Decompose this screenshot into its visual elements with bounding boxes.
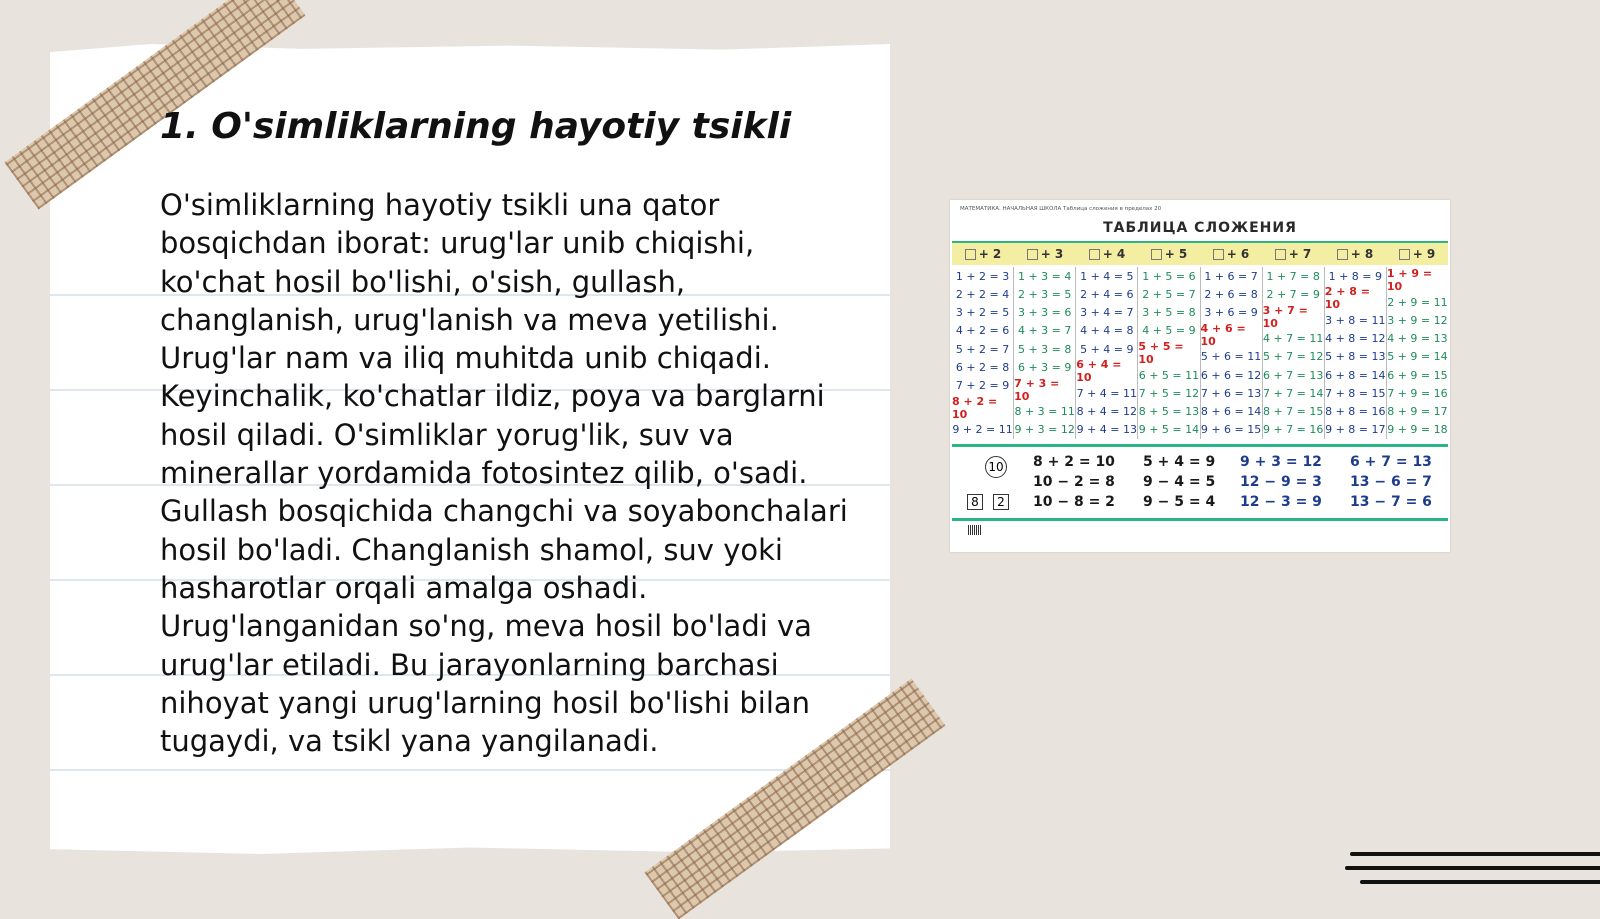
equation-cell: 3 + 7 = 10 [1262, 303, 1308, 330]
poster-header-cell [1076, 243, 1138, 265]
poster-title: ТАБЛИЦА СЛОЖЕНИЯ [1103, 220, 1297, 236]
poster-column [1013, 267, 1075, 439]
equation-cell: 7 + 9 = 16 [1387, 386, 1448, 400]
equation-cell: 9 + 6 = 15 [1200, 423, 1262, 437]
equation-cell: 6 + 5 = 11 [1138, 368, 1200, 382]
equation-cell: 5 + 4 = 9 [1080, 342, 1134, 356]
poster-header-label: + 4 [1102, 247, 1126, 261]
equation-cell: 8 + 3 = 11 [1014, 405, 1075, 419]
equation-cell: 4 + 5 = 9 [1142, 324, 1196, 338]
equation-cell: 2 + 4 = 6 [1080, 287, 1134, 301]
equation-cell: 9 + 8 = 17 [1325, 423, 1386, 437]
poster-column [952, 267, 1013, 439]
equation-cell: 4 + 7 = 11 [1262, 332, 1324, 346]
poster-column [1386, 267, 1448, 439]
equation-cell: 5 + 6 = 11 [1200, 350, 1262, 364]
poster-header-cell [1324, 243, 1386, 265]
equation-cell: 8 + 4 = 12 [1076, 405, 1138, 419]
poster-column [1262, 267, 1324, 439]
blank-box-icon [1213, 249, 1224, 260]
example-equations: 8 + 2 = 10 10 − 2 = 8 10 − 8 = 2 [1033, 454, 1115, 510]
equation-cell: 7 + 2 = 9 [955, 379, 1010, 393]
equation-cell: 9 + 5 = 14 [1138, 423, 1200, 437]
poster-column [1075, 267, 1137, 439]
poster-header-label: + 8 [1350, 247, 1374, 261]
equation-cell: 6 + 9 = 15 [1387, 368, 1448, 382]
equation-cell: 7 + 5 = 12 [1138, 386, 1200, 400]
scribble-line [1350, 852, 1600, 856]
equation-cell: 4 + 6 = 10 [1200, 321, 1246, 348]
equation-cell: 7 + 8 = 15 [1325, 386, 1386, 400]
poster-header-cell [1014, 243, 1076, 265]
equation-cell: 2 + 6 = 8 [1204, 287, 1258, 301]
equation-cell: 6 + 7 = 13 [1262, 368, 1324, 382]
equation-cell: 3 + 6 = 9 [1204, 306, 1258, 320]
equation-cell: 3 + 4 = 7 [1080, 306, 1134, 320]
equation-cell: 7 + 7 = 14 [1262, 386, 1324, 400]
poster-header-label: + 5 [1164, 247, 1188, 261]
example-equations: 6 + 7 = 13 13 − 6 = 7 13 − 7 = 6 [1350, 454, 1432, 510]
equation-cell: 3 + 5 = 8 [1142, 306, 1196, 320]
poster-column [1200, 267, 1262, 439]
poster-header-row [952, 243, 1448, 265]
slide-title: 1. O'simliklarning hayotiy tsikli [160, 106, 792, 147]
equation-cell: 8 + 6 = 14 [1200, 405, 1262, 419]
equation-cell: 6 + 3 = 9 [1017, 360, 1072, 374]
equation-cell: 9 + 3 = 12 [1014, 423, 1075, 437]
equation-cell: 3 + 8 = 11 [1325, 313, 1386, 327]
equation-cell: 1 + 6 = 7 [1204, 269, 1258, 283]
poster-header-cell [1138, 243, 1200, 265]
equation-cell: 2 + 3 = 5 [1017, 287, 1072, 301]
blank-box-icon [1275, 249, 1286, 260]
number-composition [965, 452, 1025, 522]
poster-header-label: + 6 [1226, 247, 1250, 261]
poster-header-label: + 3 [1040, 247, 1064, 261]
poster-column [1324, 267, 1386, 439]
equation-cell: 5 + 9 = 14 [1387, 350, 1448, 364]
poster-header-cell [1200, 243, 1262, 265]
poster-header-cell [952, 243, 1014, 265]
poster-header-label: + 9 [1412, 247, 1436, 261]
poster-meta: МАТЕМАТИКА. НАЧАЛЬНАЯ ШКОЛА Таблица сложения в пределах 20 [960, 206, 1162, 212]
number-circle: 10 [985, 456, 1007, 478]
equation-cell: 8 + 9 = 17 [1387, 405, 1448, 419]
equation-cell: 9 + 7 = 16 [1262, 423, 1324, 437]
equation-cell: 1 + 3 = 4 [1017, 269, 1072, 283]
equation-cell: 6 + 6 = 12 [1200, 368, 1262, 382]
equation-cell: 6 + 4 = 10 [1076, 358, 1122, 385]
equation-cell: 2 + 2 = 4 [955, 287, 1010, 301]
scribble-line [1360, 880, 1600, 884]
equation-cell: 4 + 2 = 6 [955, 324, 1010, 338]
equation-cell: 6 + 2 = 8 [955, 360, 1010, 374]
equation-cell: 3 + 9 = 12 [1387, 313, 1448, 327]
example-equations: 5 + 4 = 9 9 − 4 = 5 9 − 5 = 4 [1143, 454, 1216, 510]
equation-cell: 1 + 5 = 6 [1142, 269, 1196, 283]
equation-cell: 1 + 8 = 9 [1328, 269, 1383, 283]
example-equations: 9 + 3 = 12 12 − 9 = 3 12 − 3 = 9 [1240, 454, 1322, 510]
barcode-icon [968, 525, 982, 535]
equation-cell: 7 + 4 = 11 [1076, 386, 1138, 400]
number-part-box: 8 [967, 494, 983, 510]
poster-header-label: + 7 [1288, 247, 1312, 261]
blank-box-icon [1027, 249, 1038, 260]
poster-separator [952, 518, 1448, 521]
equation-cell: 9 + 4 = 13 [1076, 423, 1138, 437]
number-part-box: 2 [993, 494, 1009, 510]
equation-cell: 8 + 2 = 10 [952, 394, 998, 421]
equation-cell: 7 + 3 = 10 [1014, 376, 1060, 403]
equation-cell: 1 + 2 = 3 [955, 269, 1010, 283]
equation-cell: 3 + 2 = 5 [955, 306, 1010, 320]
equation-cell: 5 + 2 = 7 [955, 342, 1010, 356]
equation-cell: 4 + 8 = 12 [1325, 332, 1386, 346]
scribble-line [1345, 866, 1600, 870]
equation-cell: 5 + 5 = 10 [1138, 340, 1184, 366]
poster-separator [952, 444, 1448, 447]
equation-cell: 3 + 3 = 6 [1017, 306, 1072, 320]
poster-grid [952, 267, 1448, 439]
poster-column [1137, 267, 1199, 439]
poster-header-cell [1262, 243, 1324, 265]
blank-box-icon [1151, 249, 1162, 260]
equation-cell: 2 + 7 = 9 [1266, 287, 1320, 301]
blank-box-icon [965, 249, 976, 260]
poster-header-label: + 2 [978, 247, 1002, 261]
equation-cell: 5 + 3 = 8 [1017, 342, 1072, 356]
addition-table-poster [950, 200, 1450, 552]
equation-cell: 2 + 8 = 10 [1324, 285, 1370, 312]
equation-cell: 8 + 5 = 13 [1138, 405, 1200, 419]
equation-cell: 2 + 9 = 11 [1387, 295, 1448, 309]
ruled-line [50, 769, 890, 771]
equation-cell: 5 + 7 = 12 [1262, 350, 1324, 364]
equation-cell: 2 + 5 = 7 [1142, 287, 1196, 301]
poster-header-cell [1386, 243, 1448, 265]
equation-cell: 8 + 7 = 15 [1262, 405, 1324, 419]
equation-cell: 1 + 9 = 10 [1386, 267, 1433, 293]
blank-box-icon [1337, 249, 1348, 260]
equation-cell: 4 + 3 = 7 [1017, 324, 1072, 338]
equation-cell: 6 + 8 = 14 [1325, 368, 1386, 382]
blank-box-icon [1089, 249, 1100, 260]
equation-cell: 4 + 9 = 13 [1387, 332, 1448, 346]
blank-box-icon [1399, 249, 1410, 260]
equation-cell: 4 + 4 = 8 [1080, 324, 1134, 338]
slide-paragraph: O'simliklarning hayotiy tsikli una qator bosqichdan iborat: urug'lar unib chiqishi, ko'chat hosil bo'lishi, o'sish, gullash, changlanish, urug'lanish va meva yetilishi. Urug'lar nam va iliq muhitda unib chiqadi. Keyinchalik, ko'chatlar ildiz, poya va barglarni hosil qiladi. O'simliklar yorug'lik, suv va minerallar yordamida fotosintez qilib, o'sadi. Gullash bosqichida changchi va soyabonchalari hosil bo'ladi. Changlanish shamol, suv yoki hasharotlar orqali amalga oshadi. Urug'langanidan so'ng, meva hosil bo'ladi va urug'lar etiladi. Bu jarayonlarning barchasi nihoyat yangi urug'larning hosil bo'lishi bilan tugaydi, va tsikl yana yangilanadi. [160, 188, 848, 759]
equation-cell: 5 + 8 = 13 [1325, 350, 1386, 364]
equation-cell: 8 + 8 = 16 [1325, 405, 1386, 419]
equation-cell: 7 + 6 = 13 [1200, 386, 1262, 400]
equation-cell: 1 + 7 = 8 [1266, 269, 1320, 283]
equation-cell: 1 + 4 = 5 [1080, 269, 1134, 283]
equation-cell: 9 + 2 = 11 [952, 423, 1013, 437]
equation-cell: 9 + 9 = 18 [1387, 423, 1448, 437]
